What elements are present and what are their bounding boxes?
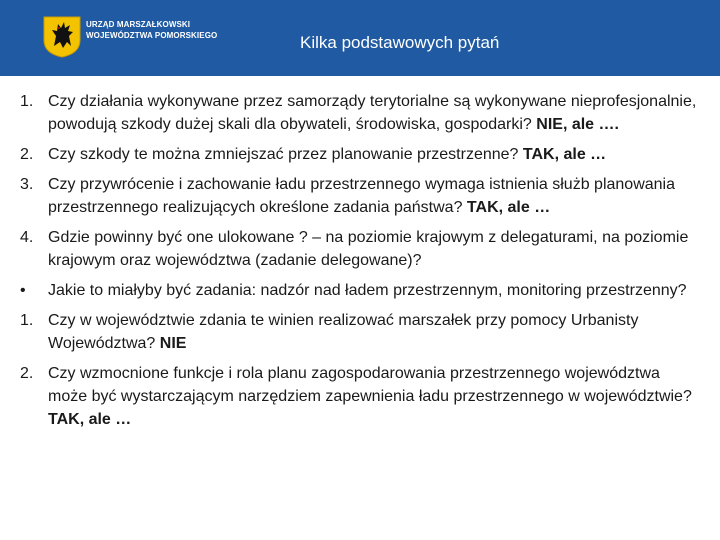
question-text: Czy wzmocnione funkcje i rola planu zagospodarowania przestrzennego województwa może być wystarczającym narzędziem zapewnienia ładu przestrzennego w województwie? [48, 365, 692, 405]
list-item [20, 309, 700, 355]
slide-title: Kilka podstawowych pytań [300, 33, 500, 52]
question-list [20, 90, 700, 438]
list-item [20, 226, 700, 272]
answer-text: NIE, ale …. [536, 116, 619, 133]
list-marker: 2. [20, 365, 34, 382]
list-marker: 1. [20, 312, 34, 329]
question-text: Czy w województwie zdania te winien realizować marszałek przy pomocy Urbanisty Województwa? [48, 312, 639, 352]
organization-name [86, 19, 217, 41]
header-bar [0, 0, 720, 76]
list-marker: 1. [20, 93, 34, 110]
list-marker: • [20, 282, 26, 299]
list-item [20, 90, 700, 136]
list-item [20, 143, 700, 166]
organization-name-line1: URZĄD MARSZAŁKOWSKI [86, 20, 191, 29]
answer-text: NIE [159, 335, 187, 352]
question-text: Czy działania wykonywane przez samorządy terytorialne są wykonywane nieprofesjonalnie, powodują szkody dużej skali dla obywateli, środowiska, gospodarki? [48, 93, 697, 133]
list-item [20, 173, 700, 219]
question-text: Jakie to miałyby być zadania: nadzór nad ładem przestrzennym, monitoring przestrzenny? [48, 282, 687, 299]
question-text: Czy przywrócenie i zachowanie ładu przestrzennego wymaga istnienia służb planowania przestrzennego realizujących określone zadania państwa? [48, 176, 675, 216]
answer-text: TAK, ale … [522, 146, 607, 163]
organization-name-line2: WOJEWÓDZTWA POMORSKIEGO [86, 31, 218, 40]
question-text: Czy szkody te można zmniejszać przez planowanie przestrzenne? [48, 146, 523, 163]
answer-text: TAK, ale … [48, 411, 132, 428]
list-marker: 2. [20, 146, 34, 163]
list-marker: 4. [20, 229, 34, 246]
answer-text: TAK, ale … [466, 199, 551, 216]
griffin-coat-of-arms-icon [42, 16, 82, 58]
question-text: Gdzie powinny być one ulokowane ? – na poziomie krajowym z delegaturami, na poziomie krajowym oraz województwa (zadanie delegowane)? [48, 229, 689, 269]
list-marker: 3. [20, 176, 34, 193]
list-item [20, 279, 700, 302]
list-item [20, 362, 700, 431]
